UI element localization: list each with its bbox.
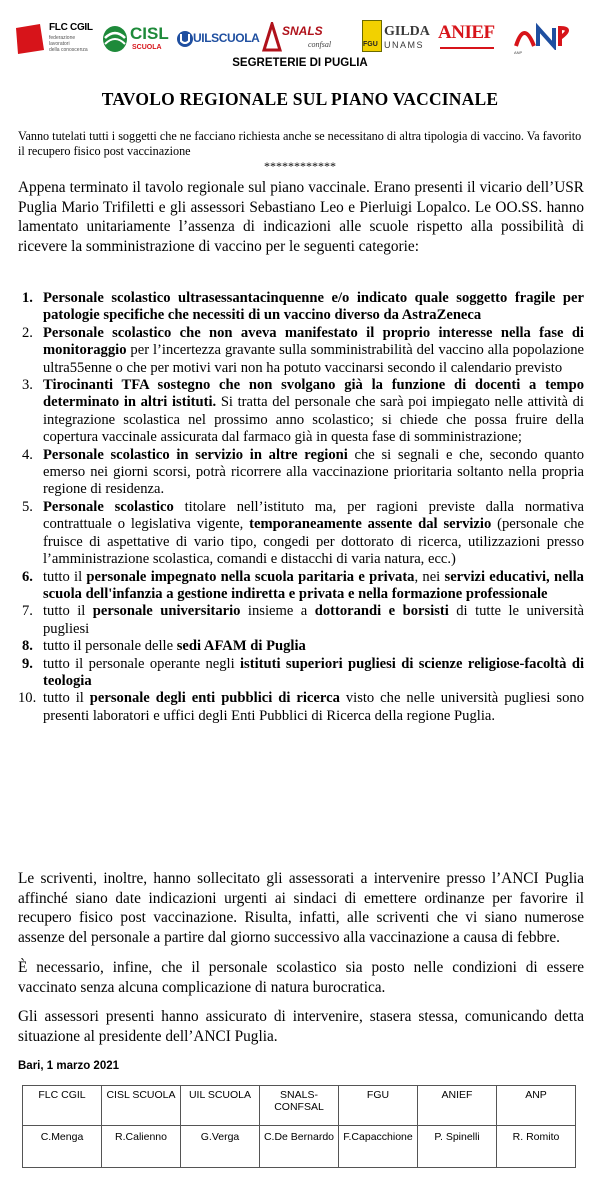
list-item (18, 447, 584, 499)
item-bold-text: Personale scolastico ultrasessantacinquenne e/o indicato quale soggetto fragile per patologie specifiche che necessiti di un vaccino diverso da AstraZeneca (43, 290, 584, 324)
anci-paragraph: Le scriventi, inoltre, hanno sollecitato gli assessorati a intervenire presso l’ANCI Puglia affinché siano date indicazioni urgenti ai sindaci di emettere ordinanze per favorire il recupero fisico post vaccinazione. Risulta, infatti, alle scriventi che vi siano numerose assenze del personale a partire dal giorno successivo alla vaccinazione a causa di febbre. (18, 870, 584, 946)
anief-name: ANIEF (438, 22, 495, 43)
union-cell: ANP (497, 1086, 576, 1126)
signatory-cell: P. Spinelli (418, 1126, 497, 1168)
item-text: di tutte le università pugliesi (43, 603, 584, 637)
list-item (18, 690, 584, 725)
item-bold-text: Personale scolastico che non aveva manifestato il proprio interesse nella fase di monitoraggio (43, 324, 584, 359)
item-text: Si tratta del personale che sarà poi impiegato nelle attività di integrazione scolastica nel prossimo anno scolastico; si chiede che possa fruire della copertura vaccinale assicurata dal farmaco già in questa fase di somministrazione; (43, 394, 584, 446)
anp-logo (514, 16, 586, 60)
uil-emblem-icon (177, 28, 193, 50)
snals-sub: confsal (308, 40, 332, 49)
flc-cgil-tagline-1: federazione (49, 35, 76, 41)
page-title: TAVOLO REGIONALE SUL PIANO VACCINALE (101, 89, 499, 109)
table-row (23, 1126, 576, 1168)
separator: ************ (264, 159, 336, 173)
cisl-sub: SCUOLA (132, 44, 162, 51)
fgu-gilda-unams-logo (362, 16, 432, 60)
closing-paragraph: Gli assessori presenti hanno assicurato di intervenire, stasera stessa, comunicando detta situazione al presidente dell’ANCI Puglia. (18, 1008, 584, 1045)
opening-paragraph: Appena terminato il tavolo regionale sul piano vaccinale. Erano presenti il vicario dell’USR Puglia Mario Trifiletti e gli assessori Sebastiano Leo e Pierluigi Lopalco. Le OO.SS. hanno lamentato unitariamente l’assenza di indicazioni alle scuole rispetto alla possibilità di ricevere la somministrazione di vaccino per le seguenti categorie: (18, 179, 584, 255)
item-text: tutto il (43, 603, 93, 620)
signatures-table (22, 1085, 576, 1168)
list-item (18, 603, 584, 638)
uil-name: UILSCUOLA (193, 31, 260, 45)
snals-name: SNALS (282, 24, 323, 38)
list-item (18, 569, 584, 604)
item-text: che si segnali e che, secondo quanto emerso nei giorni scorsi, potrà ricorrere alla vaccinazione prioritaria soltanto nella propria regione di residenza. (43, 446, 584, 498)
flc-cgil-tagline-2: lavoratori (49, 41, 70, 47)
item-bold-text: temporaneamente assente dal servizio (249, 516, 492, 533)
item-bold-text: personale universitario (92, 603, 241, 620)
union-cell: UIL SCUOLA (181, 1086, 260, 1126)
item-number: 9. (22, 655, 33, 672)
snals-confsal-logo (260, 16, 344, 60)
item-number: 4. (22, 446, 33, 463)
list-item (18, 656, 584, 691)
union-cell: SNALS-CONFSAL (260, 1086, 339, 1126)
item-text: visto che nelle università pugliesi sono presenti laboratori e uffici degli Enti Pubblici di Ricerca della regione Puglia. (43, 690, 584, 724)
cisl-emblem-icon (102, 24, 128, 54)
anief-underline (440, 47, 494, 49)
gilda-name: GILDA (384, 24, 430, 39)
signatory-cell: C.Menga (23, 1126, 102, 1168)
categories-list (18, 290, 584, 725)
item-text: insieme a (240, 603, 315, 620)
item-text: (personale che fruisce di aspettative di vario tipo, congedi per dottorato di ricerca, utilizzazioni presso l’amministrazione scolastica, comandi e distacchi di varia natura, ecc.) (43, 516, 584, 568)
item-number: 6. (22, 568, 33, 585)
union-cell: ANIEF (418, 1086, 497, 1126)
item-text: tutto il (43, 690, 90, 707)
item-text: tutto il (43, 568, 87, 585)
signatory-cell: F.Capacchione (339, 1126, 418, 1168)
item-number: 8. (22, 638, 33, 655)
intro-text: Vanno tutelati tutti i soggetti che ne facciano richiesta anche se necessitano di altra tipologia di vaccino. Va favorito il recupero fisico post vaccinazione (18, 129, 582, 158)
flc-cgil-flag-icon (14, 24, 46, 54)
table-row (23, 1086, 576, 1126)
union-cell: CISL SCUOLA (102, 1086, 181, 1126)
cisl-scuola-logo (102, 16, 172, 60)
item-number: 10. (18, 690, 37, 707)
fgu-badge (362, 20, 382, 52)
item-text: , nei (414, 568, 445, 585)
item-text: per l’incertezza gravante sulla somministrabilità del vaccino alla popolazione ultra55enne o che per motivi vari non ha potuto vaccinarsi secondo il calendario previsto (43, 342, 584, 376)
anp-name: ANP (514, 50, 523, 55)
union-cell: FGU (339, 1086, 418, 1126)
signatory-cell: C.De Bernardo (260, 1126, 339, 1168)
anief-logo (438, 16, 504, 60)
item-text: tutto il personale delle (43, 638, 177, 655)
item-bold-text: istituti superiori pugliesi di scienze religiose-facoltà di teologia (43, 655, 584, 689)
item-text: titolare nell’istituto ma, per ragioni previste dalla normativa contrattuale o legislativa vigente, (43, 498, 584, 533)
signatory-cell: R.Calienno (102, 1126, 181, 1168)
item-bold-text: servizi educativi, nella scuola dell'infanzia a gestione indiretta e privata e nella formazione professionale (43, 568, 584, 602)
fgu-badge-label: FGU (363, 41, 378, 48)
item-bold-text: Personale scolastico (43, 498, 174, 515)
document-date: Bari, 1 marzo 2021 (18, 1060, 120, 1072)
item-number: 2. (22, 324, 33, 341)
flc-cgil-logo (14, 16, 92, 60)
page-subheading: SEGRETERIE DI PUGLIA (232, 57, 368, 69)
gilda-sub: UNAMS (384, 40, 425, 50)
item-number: 3. (22, 377, 33, 394)
union-cell: FLC CGIL (23, 1086, 102, 1126)
item-bold-text: dottorandi e borsisti (314, 603, 449, 620)
flc-cgil-tagline-3: della conoscenza (49, 47, 88, 53)
item-text: tutto il personale operante negli (43, 655, 240, 672)
snals-emblem-icon (260, 22, 284, 52)
list-item (18, 290, 584, 325)
signatory-cell: G.Verga (181, 1126, 260, 1168)
uil-scuola-logo (177, 16, 260, 60)
list-item (18, 499, 584, 569)
list-item (18, 377, 584, 447)
list-item (18, 325, 584, 377)
item-bold-text: Tirocinanti TFA sostegno che non svolgano già la funzione di docenti a tempo determinato in altri istituti. (43, 377, 584, 411)
signatory-cell: R. Romito (497, 1126, 576, 1168)
anp-emblem-icon (514, 20, 576, 50)
item-bold-text: sedi AFAM di Puglia (176, 638, 306, 655)
list-item (18, 638, 584, 655)
cisl-name: CISL (130, 24, 169, 43)
item-number: 5. (22, 498, 33, 515)
item-bold-text: personale impegnato nella scuola paritaria e privata (86, 568, 415, 585)
union-logos (14, 16, 586, 60)
item-number: 7. (22, 603, 33, 620)
item-number: 1. (22, 290, 33, 306)
bureaucracy-paragraph: È necessario, infine, che il personale scolastico sia posto nelle condizioni di essere vaccinato senza alcuna complicazione di natura burocratica. (18, 959, 584, 996)
item-bold-text: Personale scolastico in servizio in altre regioni (43, 446, 348, 463)
flc-cgil-name: FLC CGIL (49, 22, 93, 33)
item-bold-text: personale degli enti pubblici di ricerca (89, 690, 340, 707)
